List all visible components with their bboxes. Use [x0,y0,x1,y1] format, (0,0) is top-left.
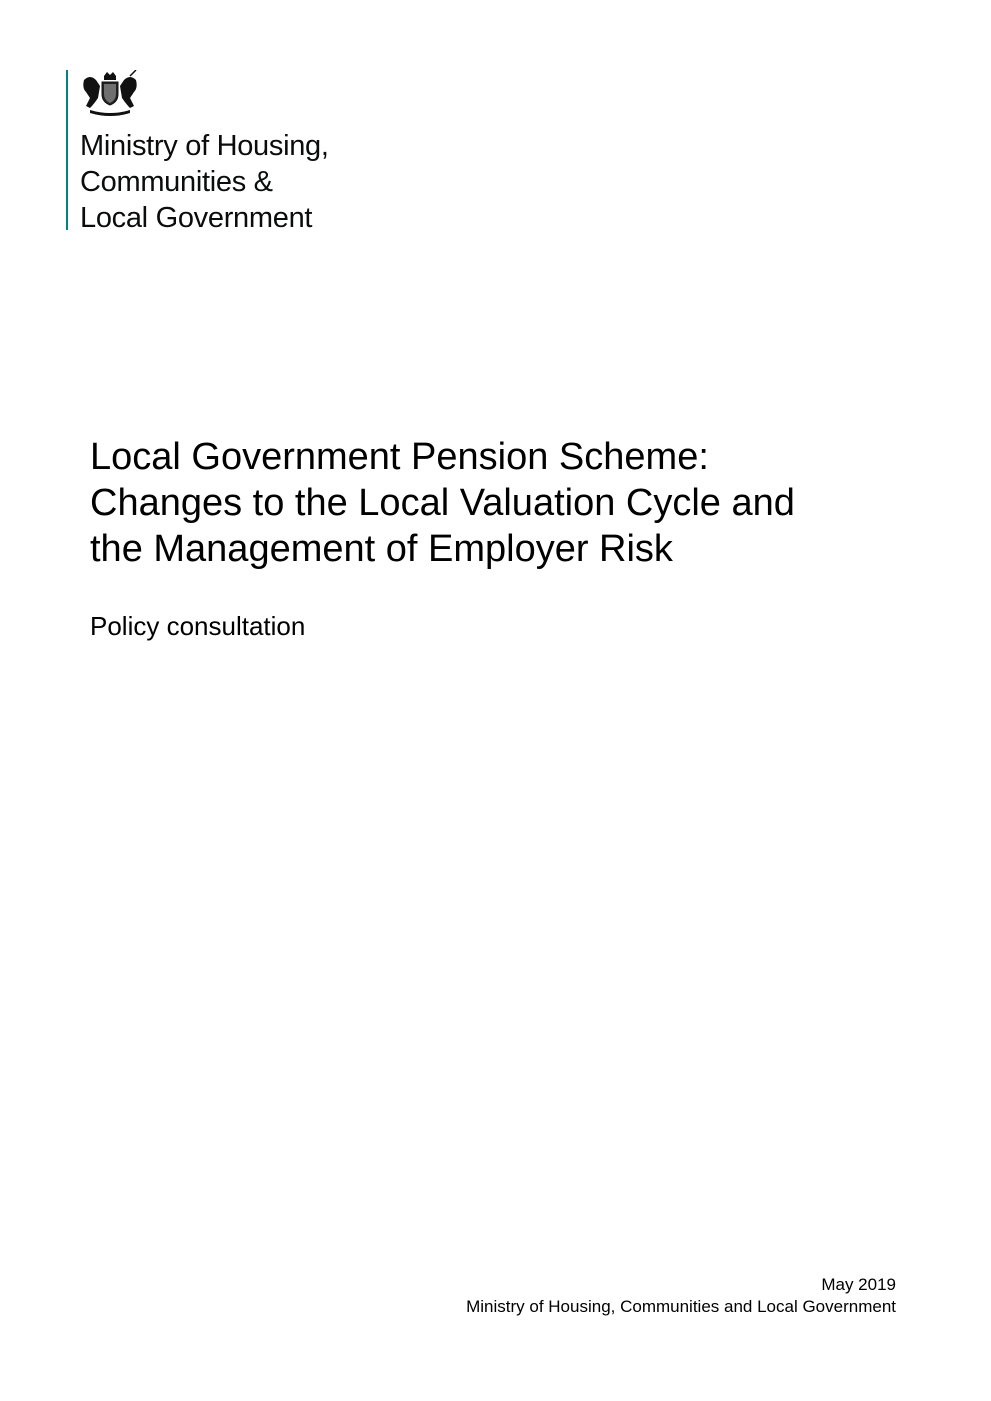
department-name-line: Local Government [80,202,313,234]
document-footer [466,1274,896,1318]
department-name [80,128,329,236]
document-subtitle: Policy consultation [90,611,306,641]
document-title [90,434,890,572]
title-line: the Management of Employer Risk [90,528,673,570]
publication-date: May 2019 [821,1275,896,1294]
title-line: Local Government Pension Scheme: [90,436,709,478]
publisher-name: Ministry of Housing, Communities and Local Government [466,1297,896,1316]
royal-coat-of-arms-icon [80,70,140,116]
title-line: Changes to the Local Valuation Cycle and [90,482,795,524]
department-name-line: Ministry of Housing, [80,130,329,162]
department-name-line: Communities & [80,166,273,198]
logo-accent-bar [66,70,68,230]
